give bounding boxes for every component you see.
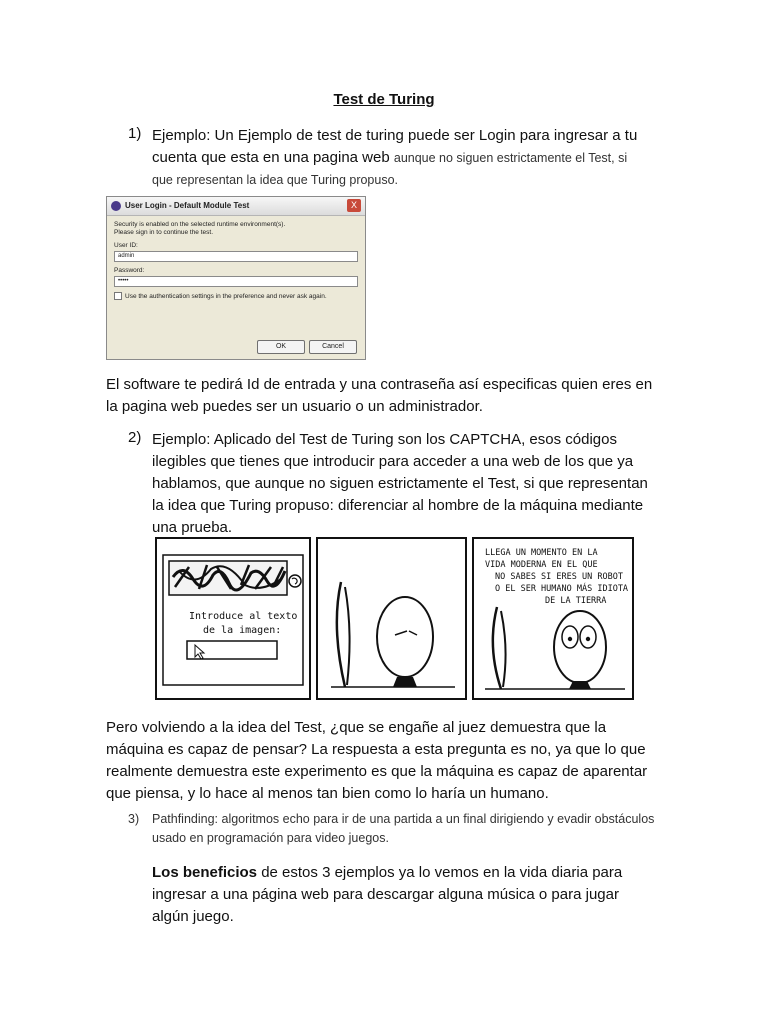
captcha-prompt-line-1: Introduce al texto — [189, 611, 298, 622]
item-2-text: Ejemplo: Aplicado del Test de Turing son los CAPTCHA, esos códigos ilegibles que tienes que introducir para acceder a una web de los que ya hablamos, que aunque no siguen estrictamente el Test, si que representan la idea que Turing propuso: diferenciar al hombre de la máquina mediante una prueba. — [152, 431, 648, 536]
remember-checkbox[interactable] — [114, 292, 122, 300]
dialog-title: User Login - Default Module Test — [125, 201, 250, 210]
dialog-info-line-2: Please sign in to continue the test. — [114, 229, 214, 236]
dialog-body — [114, 221, 358, 300]
close-icon[interactable]: X — [347, 199, 361, 212]
password-label: Password: — [114, 267, 145, 274]
remember-checkbox-row[interactable] — [114, 292, 358, 300]
paragraph-login-explanation: El software te pedirá Id de entrada y una contraseña así especificas quien eres en la pagina web puedes ser un usuario o un administrador. — [106, 376, 653, 415]
panel-3-line-5: DE LA TIERRA — [545, 596, 607, 606]
document-title: Test de Turing — [333, 91, 435, 108]
item-2-number: 2) — [128, 429, 142, 446]
dialog-info-line-1: Security is enabled on the selected runtime environment(s). — [114, 221, 286, 228]
benefits-paragraph — [152, 862, 652, 928]
benefits-bold: Los beneficios — [152, 864, 258, 881]
cancel-button[interactable]: Cancel — [309, 340, 357, 354]
panel-3-line-4: O EL SER HUMANO MÁS IDIOTA — [495, 584, 629, 594]
captcha-comic — [155, 537, 635, 700]
panel-3-line-3: NO SABES SI ERES UN ROBOT — [495, 572, 623, 582]
item-1-main: Ejemplo: Un Ejemplo de test de turing puede ser Login para ingresar a tu cuenta que esta en una pagina web — [152, 127, 638, 166]
item-3-number: 3) — [128, 812, 140, 826]
remember-checkbox-label: Use the authentication settings in the preference and never ask again. — [125, 292, 327, 300]
item-3-text: Pathfinding: algoritmos echo para ir de una partida a un final dirigiendo y evadir obstáculos usado en programación para video juegos. — [152, 812, 655, 845]
paragraph-test-reflection: Pero volviendo a la idea del Test, ¿que se engañe al juez demuestra que la máquina es capaz de pensar? La respuesta a esta pregunta es no, ya que lo que realmente demuestra este experimento es que la máquina es capaz de aparentar que piensa, y lo hace al menos tan bien como lo haría un humano. — [106, 719, 648, 802]
ok-button[interactable]: OK — [257, 340, 305, 354]
app-logo-icon — [111, 201, 121, 211]
dialog-title-bar — [107, 197, 365, 216]
panel-3-line-2: VIDA MODERNA EN EL QUE — [485, 560, 598, 570]
captcha-prompt-line-2: de la imagen: — [203, 625, 282, 636]
item-1-text — [152, 125, 642, 191]
userid-label: User ID: — [114, 242, 138, 249]
panel-3-line-1: LLEGA UN MOMENTO EN LA — [485, 548, 598, 558]
userid-input[interactable]: admin — [114, 251, 358, 262]
benefits-text: de estos 3 ejemplos ya lo vemos en la vida diaria para ingresar a una página web para descargar alguna música o para jugar algún juego. — [152, 864, 623, 925]
password-input[interactable]: ••••• — [114, 276, 358, 287]
login-dialog-screenshot — [106, 196, 366, 360]
comic-strip — [155, 537, 635, 700]
item-1-small: aunque no siguen estrictamente el Test, si que representan la idea que Turing propuso. — [152, 151, 628, 187]
item-1-number: 1) — [128, 125, 142, 142]
